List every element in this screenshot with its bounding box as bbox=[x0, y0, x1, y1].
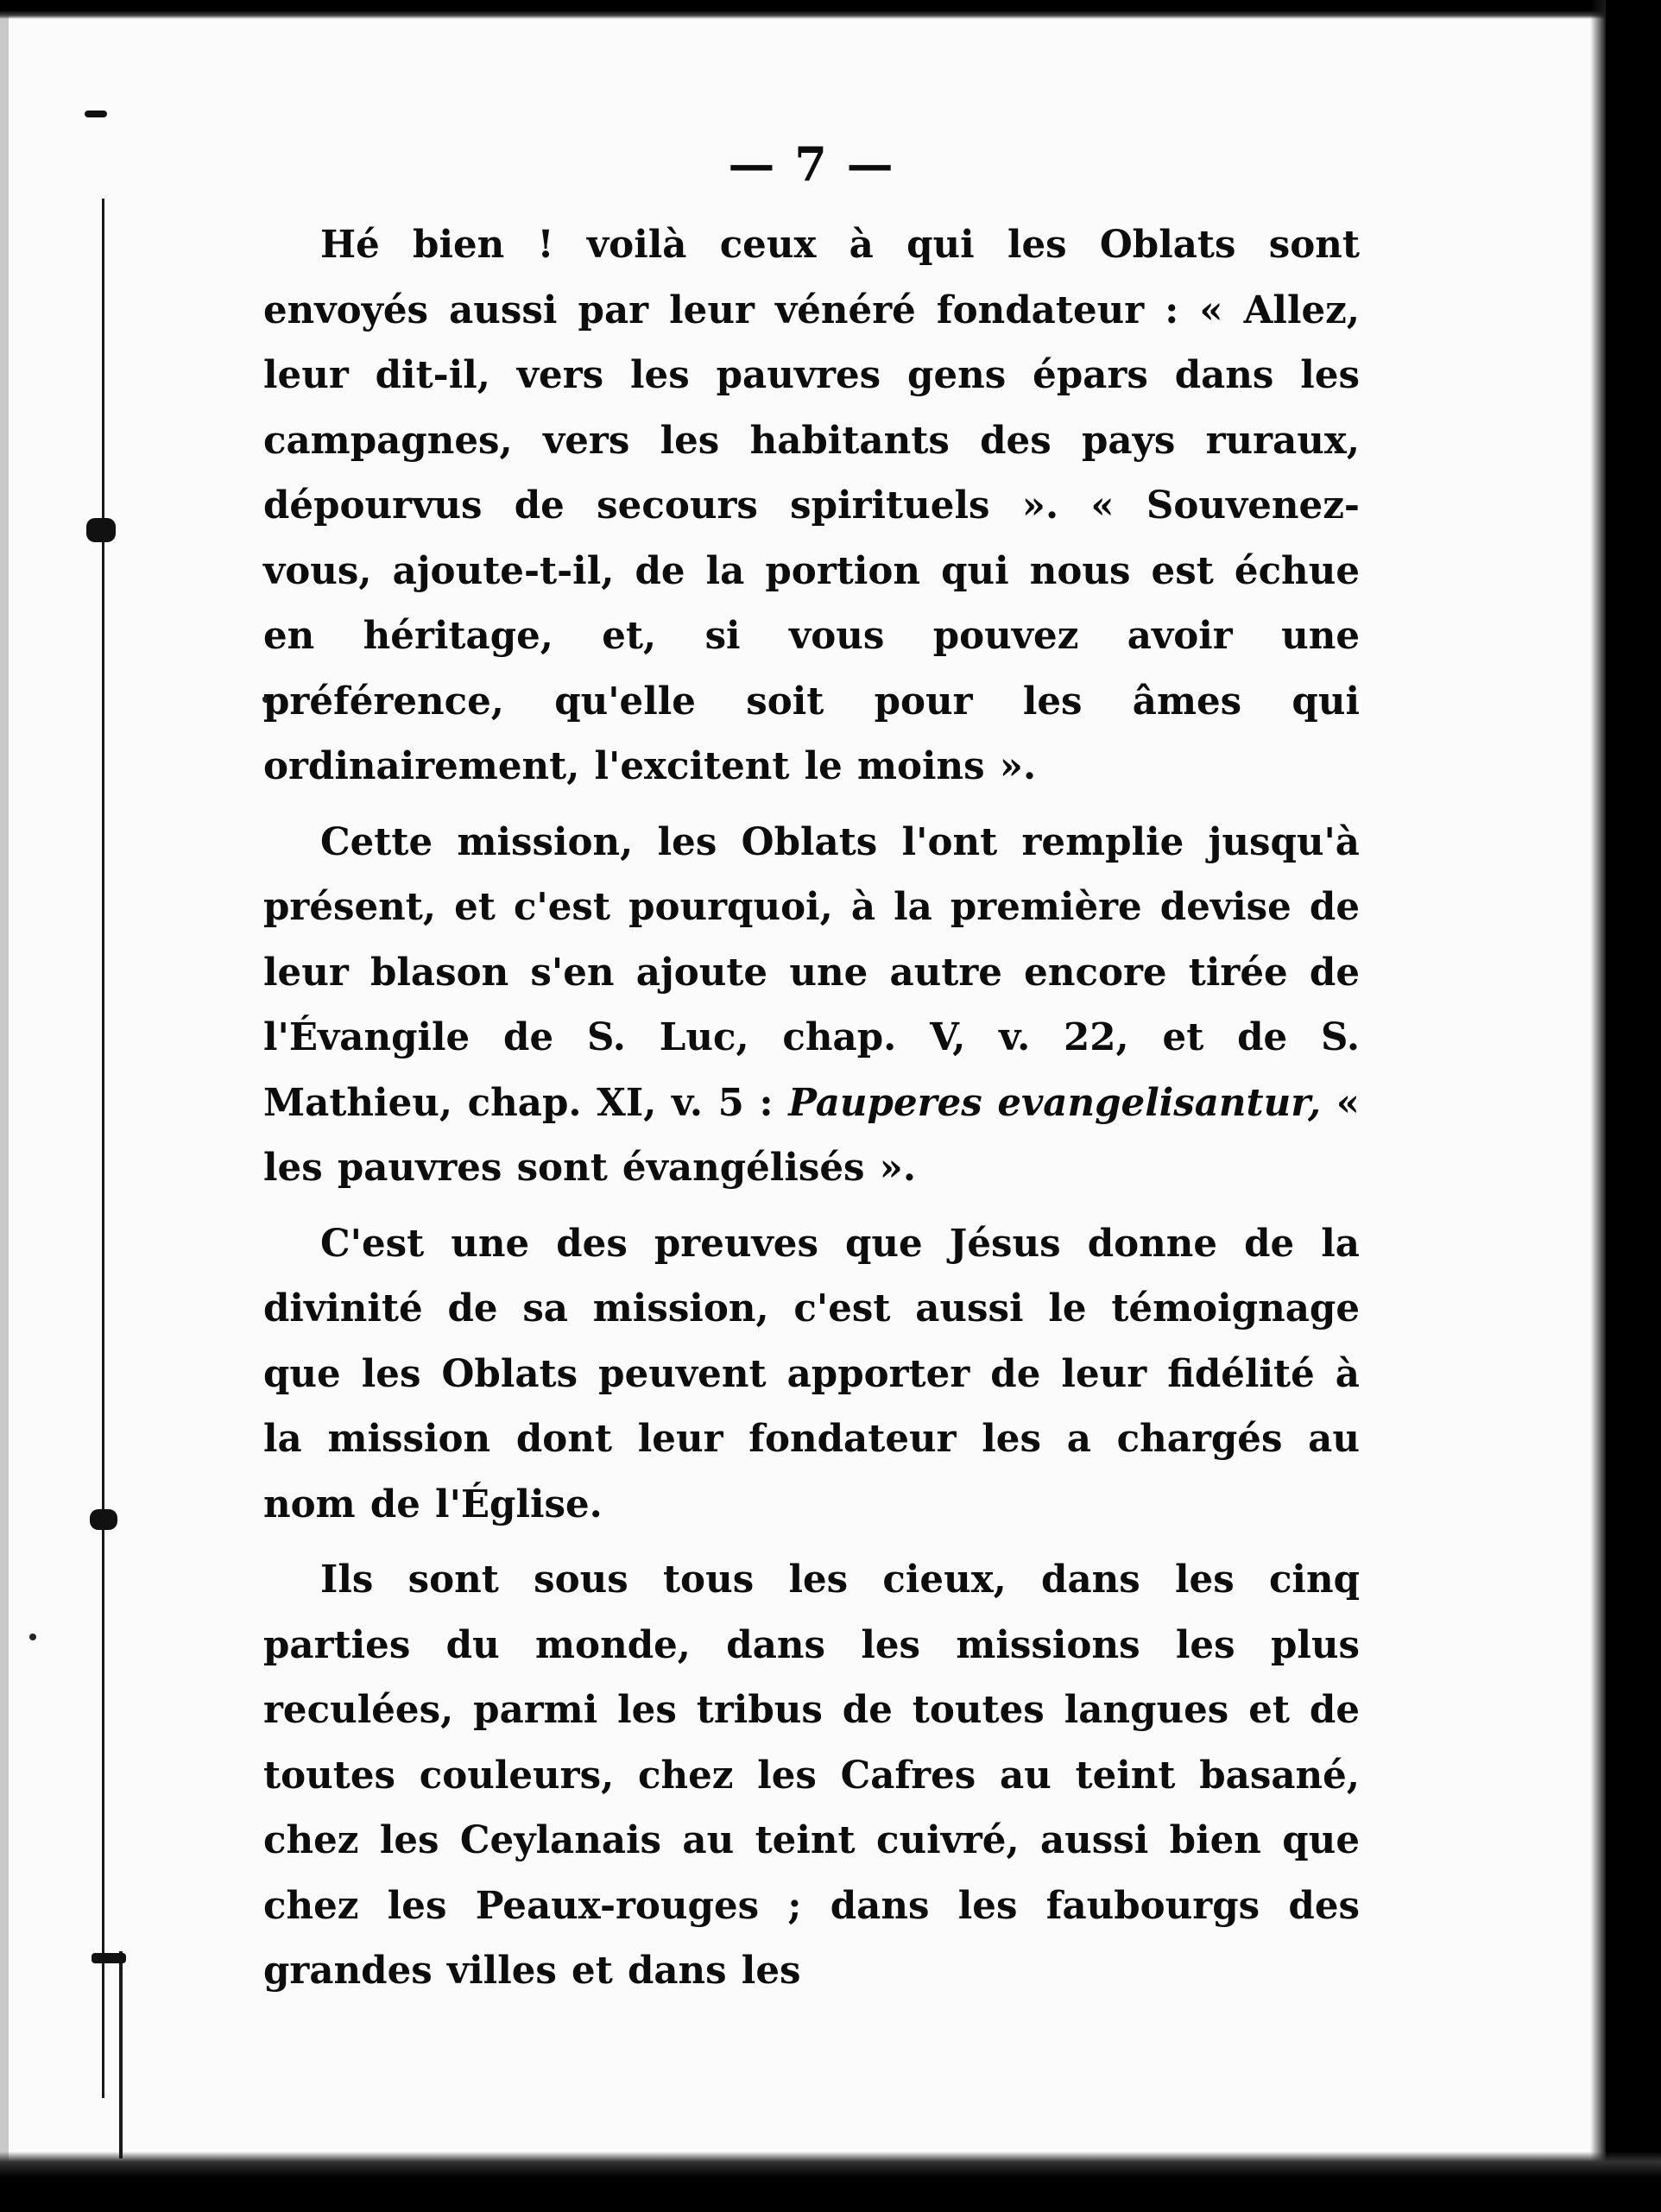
binding-mark bbox=[92, 1953, 126, 1963]
paragraph-2-translation: « les pauvres sont évangélisés ». bbox=[263, 1080, 1360, 1190]
scan-bottom-edge bbox=[0, 2152, 1661, 2212]
binding-mark bbox=[85, 111, 107, 117]
scan-right-edge bbox=[1606, 0, 1661, 2212]
paragraph-2 bbox=[263, 810, 1360, 1201]
latin-quote: Pauperes evangelisantur, bbox=[788, 1080, 1322, 1125]
binding-mark bbox=[86, 518, 116, 542]
paragraph-4: Ils sont sous tous les cieux, dans les cinq parties du monde, dans les missions les plus reculées, parmi les tribus de toutes langues et de toutes couleurs, chez les Cafres au teint basané, chez les Ceylanais au teint cuivré, aussi bien que chez les Peaux-rouges ; dans les faubourgs des grandes villes et dans les bbox=[263, 1558, 1360, 1993]
paragraph-1: Hé bien ! voilà ceux à qui les Oblats sont envoyés aussi par leur vénéré fondateur : « Allez, leur dit-il, vers les pauvres gens épars dans les campagnes, vers les habitants des pays ruraux, dépourvus de secours spirituels ». « Souvenez-vous, ajoute-t-il, de la portion qui nous est échue en héritage, et, si vous pouvez avoir une préférence, qu'elle soit pour les âmes qui ordinairement, l'excitent le moins ». bbox=[263, 223, 1360, 788]
binding-line bbox=[102, 199, 104, 2098]
binding-line-lower bbox=[119, 1951, 123, 2158]
page-number: — 7 — bbox=[728, 136, 895, 192]
scan-right-shadow bbox=[1590, 0, 1606, 2212]
ink-speck bbox=[29, 1634, 36, 1640]
binding-mark bbox=[90, 1509, 117, 1530]
scan-top-edge bbox=[0, 0, 1661, 19]
paragraph-3: C'est une des preuves que Jésus donne de la divinité de sa mission, c'est aussi le témoignage que les Oblats peuvent apporter de leur fidélité à la mission dont leur fondateur les a chargés au nom de l'Église. bbox=[263, 1221, 1360, 1526]
scan-left-edge bbox=[0, 0, 9, 2212]
page-text bbox=[263, 130, 1360, 2014]
paragraph-2-text: Cette mission, les Oblats l'ont remplie jusqu'à présent, et c'est pourquoi, à la première devise de leur blason s'en ajoute une autre encore tirée de l'Évangile de S. Luc, chap. V, v. 22, et de S. Mathieu, chap. XI, v. 5 : bbox=[263, 819, 1360, 1125]
